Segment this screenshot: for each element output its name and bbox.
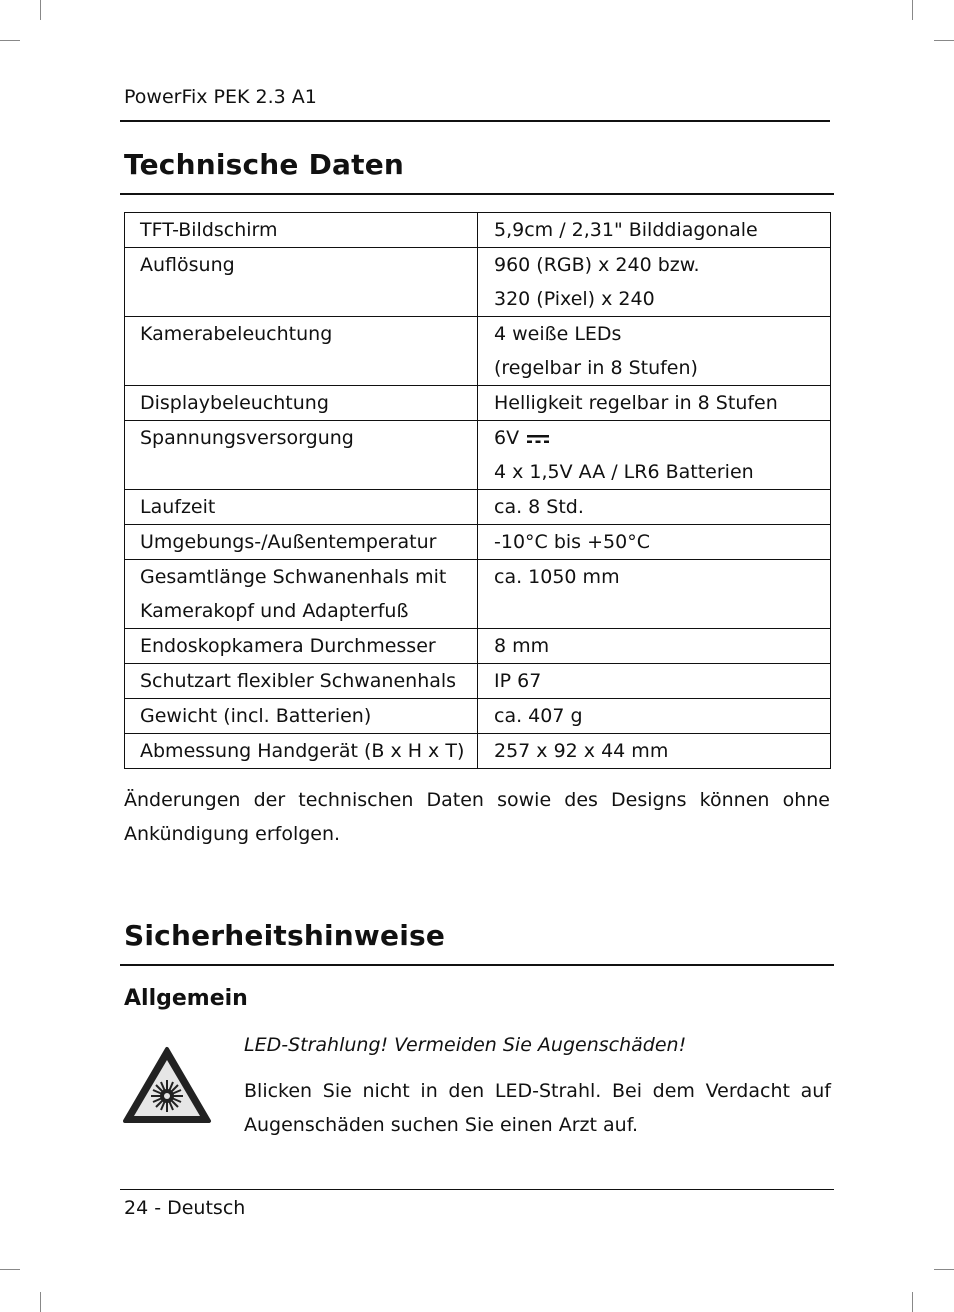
- table-row: [125, 664, 831, 699]
- spec-label-cell: [125, 734, 478, 769]
- table-row: [125, 213, 831, 248]
- laser-radiation-warning-icon: [122, 1046, 212, 1124]
- crop-mark: [934, 1269, 954, 1270]
- spec-label-cell: [125, 386, 478, 421]
- spec-label: Auflösung: [140, 254, 235, 276]
- spec-value: ca. 8 Std.: [494, 496, 584, 518]
- spec-label: TFT-Bildschirm: [140, 219, 278, 241]
- spec-label: Kamerakopf und Adapterfuß: [140, 600, 409, 622]
- spec-label: Gesamtlänge Schwanenhals mit: [140, 566, 447, 588]
- section-title-safety: Sicherheitshinweise: [124, 919, 446, 952]
- spec-value: ca. 407 g: [494, 705, 583, 727]
- crop-mark: [912, 1292, 913, 1312]
- table-row: [125, 560, 831, 629]
- crop-mark: [912, 0, 913, 20]
- crop-mark: [0, 40, 20, 41]
- spec-label-cell: [125, 317, 478, 386]
- spec-value: 5,9cm / 2,31" Bilddiagonale: [494, 219, 758, 241]
- spec-label: Gewicht (incl. Batterien): [140, 705, 372, 727]
- spec-value-cell: [478, 248, 831, 317]
- section-rule: [120, 193, 834, 195]
- spec-value-cell: [478, 699, 831, 734]
- spec-label-cell: [125, 664, 478, 699]
- spec-value: IP 67: [494, 670, 542, 692]
- spec-label: Laufzeit: [140, 496, 216, 518]
- spec-label-cell: [125, 490, 478, 525]
- subsection-title-general: Allgemein: [124, 986, 248, 1011]
- table-row: [125, 490, 831, 525]
- table-row: [125, 629, 831, 664]
- crop-mark: [40, 0, 41, 20]
- spec-label: Kamerabeleuchtung: [140, 323, 333, 345]
- spec-label: Umgebungs-/Außentemperatur: [140, 531, 437, 553]
- footer-rule: [120, 1189, 834, 1190]
- table-row: [125, 734, 831, 769]
- spec-value-cell: [478, 421, 831, 490]
- spec-value-cell: [478, 560, 831, 629]
- spec-label: Schutzart flexibler Schwanenhals: [140, 670, 457, 692]
- spec-label-cell: [125, 213, 478, 248]
- spec-label: Spannungsversorgung: [140, 427, 354, 449]
- section-title-technical-data: Technische Daten: [124, 148, 405, 181]
- spec-label-cell: [125, 248, 478, 317]
- page-number: 24 - Deutsch: [124, 1197, 246, 1219]
- spec-value-cell: [478, 734, 831, 769]
- spec-value: 320 (Pixel) x 240: [494, 288, 655, 310]
- spec-value: 960 (RGB) x 240 bzw.: [494, 254, 700, 276]
- spec-value: -10°C bis +50°C: [494, 531, 650, 553]
- header-rule: [120, 120, 830, 122]
- spec-value-cell: [478, 490, 831, 525]
- dc-current-icon: [527, 432, 549, 446]
- warning-text: Blicken Sie nicht in den LED-Strahl. Bei dem Verdacht auf Augenschäden suchen Sie einen Arzt auf.: [244, 1080, 831, 1136]
- warning-title: LED-Strahlung! Vermeiden Sie Augenschäden!: [244, 1034, 687, 1056]
- spec-value-cell: [478, 664, 831, 699]
- table-row: [125, 699, 831, 734]
- table-row: [125, 525, 831, 560]
- change-notice: Änderungen der technischen Daten sowie des Designs können ohne Ankündigung erfolgen.: [124, 789, 830, 845]
- spec-label-cell: [125, 525, 478, 560]
- spec-label-cell: [125, 699, 478, 734]
- spec-label: Endoskopkamera Durchmesser: [140, 635, 436, 657]
- table-row: [125, 421, 831, 490]
- spec-label-cell: [125, 421, 478, 490]
- spec-label: Displaybeleuchtung: [140, 392, 329, 414]
- spec-value: 8 mm: [494, 635, 550, 657]
- spec-value: 4 x 1,5V AA / LR6 Batterien: [494, 461, 754, 483]
- spec-value: (regelbar in 8 Stufen): [494, 357, 698, 379]
- table-row: [125, 248, 831, 317]
- spec-value-cell: [478, 317, 831, 386]
- crop-mark: [40, 1292, 41, 1312]
- spec-table: [124, 212, 831, 769]
- crop-mark: [0, 1269, 20, 1270]
- spec-label-cell: [125, 560, 478, 629]
- spec-value: 257 x 92 x 44 mm: [494, 740, 669, 762]
- table-row: [125, 386, 831, 421]
- spec-label: Abmessung Handgerät (B x H x T): [140, 740, 465, 762]
- spec-value: Helligkeit regelbar in 8 Stufen: [494, 392, 778, 414]
- spec-value-cell: [478, 525, 831, 560]
- spec-value-cell: [478, 629, 831, 664]
- table-row: [125, 317, 831, 386]
- spec-value: ca. 1050 mm: [494, 566, 620, 588]
- spec-value-cell: [478, 386, 831, 421]
- spec-value-cell: [478, 213, 831, 248]
- spec-value: 4 weiße LEDs: [494, 323, 622, 345]
- crop-mark: [934, 40, 954, 41]
- running-header: PowerFix PEK 2.3 A1: [124, 86, 317, 108]
- spec-value: 6V: [494, 421, 822, 455]
- section-rule: [120, 964, 834, 966]
- spec-label-cell: [125, 629, 478, 664]
